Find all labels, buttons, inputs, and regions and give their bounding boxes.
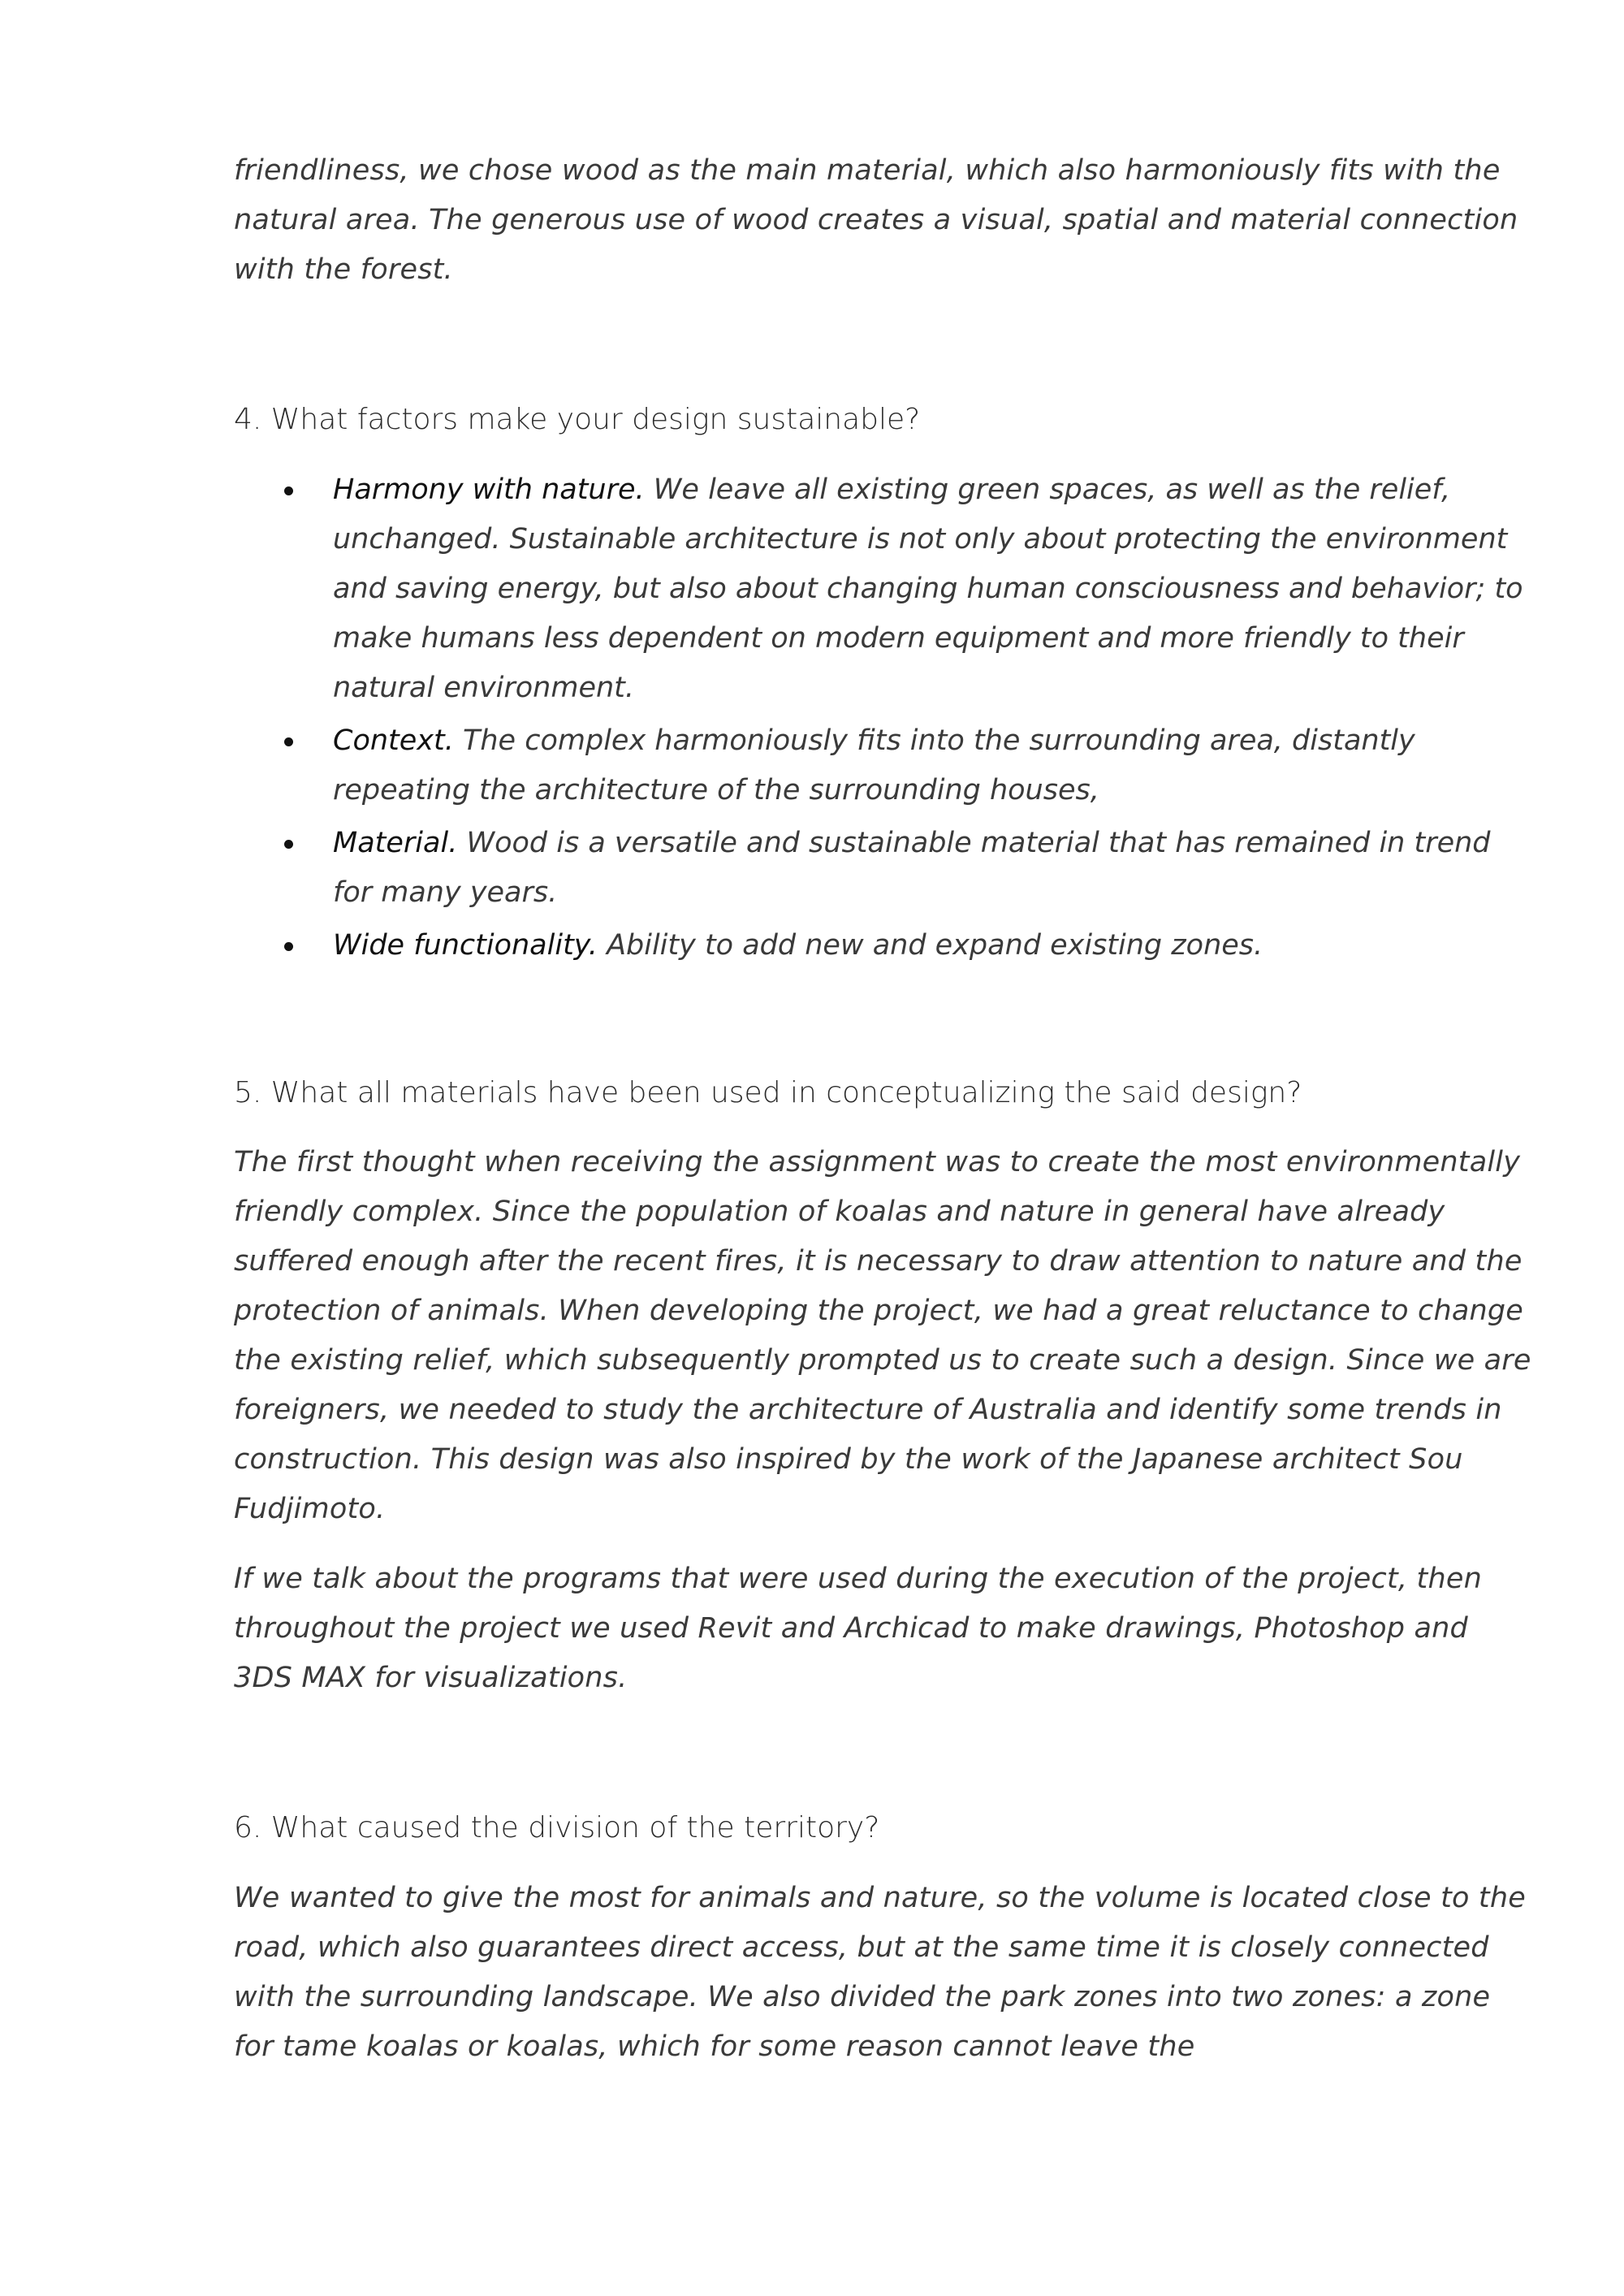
bullet-material (234, 819, 1533, 918)
bullet-lead: Context. (333, 724, 454, 757)
bullet-lead: Wide functionality. (333, 929, 598, 962)
bullet-lead: Material. (333, 827, 458, 859)
intro-paragraph: friendliness, we chose wood as the main material, which also harmoniously fits with the natural area. The generous use of wood creates a visual, spatial and material connection with the forest. (234, 154, 1518, 286)
bullet-text: We leave all existing green spaces, as well as the relief, unchanged. Sustainable architecture is not only about protecting the environment and saving energy, but also about changing human consciousness and behavior; to make humans less dependent on modern equipment and more friendly to their natural environment. (333, 473, 1523, 704)
bullet-text: Wood is a versatile and sustainable material that has remained in trend for many years. (333, 827, 1491, 909)
bullet-harmony-with-nature (234, 465, 1533, 713)
bullet-dot-icon (284, 737, 293, 746)
bullet-dot-icon (284, 486, 293, 495)
question-4: 4. What factors make your design sustainable? (234, 403, 921, 436)
q6-paragraph-1: We wanted to give the most for animals and nature, so the volume is located close to the road, which also guarantees direct access, but at the same time it is closely connected with the surrounding landscape. We also divided the park zones into two zones: a zone for tame koalas or koalas, which for some reason cannot leave the (234, 1882, 1526, 2063)
bullet-dot-icon (284, 840, 293, 849)
bullet-text: Ability to add new and expand existing zones. (607, 929, 1263, 962)
bullet-lead: Harmony with nature. (333, 473, 645, 506)
bullet-wide-functionality (234, 921, 1533, 971)
question-6: 6. What caused the division of the territory? (234, 1811, 880, 1844)
bullet-dot-icon (284, 942, 293, 951)
sustainability-factors-list (234, 465, 1533, 971)
bullet-text: The complex harmoniously fits into the surrounding area, distantly repeating the architecture of the surrounding houses, (333, 724, 1415, 806)
question-5: 5. What all materials have been used in conceptualizing the said design? (234, 1076, 1302, 1109)
q5-paragraph-1: The first thought when receiving the assignment was to create the most environmentally friendly complex. Since the population of koalas and nature in general have already suffered enough after the recent fires, it is necessary to draw attention to nature and the protection of animals. When developing the project, we had a great reluctance to change the existing relief, which subsequently prompted us to create such a design. Since we are foreigners, we needed to study the architecture of Australia and identify some trends in construction. This design was also inspired by the work of the Japanese architect Sou Fudjimoto. (234, 1146, 1531, 1525)
q5-paragraph-2: If we talk about the programs that were used during the execution of the project, then throughout the project we used Revit and Archicad to make drawings, Photoshop and 3DS MAX for visualizations. (234, 1563, 1482, 1694)
bullet-context (234, 716, 1533, 815)
document-page (234, 146, 1533, 2072)
